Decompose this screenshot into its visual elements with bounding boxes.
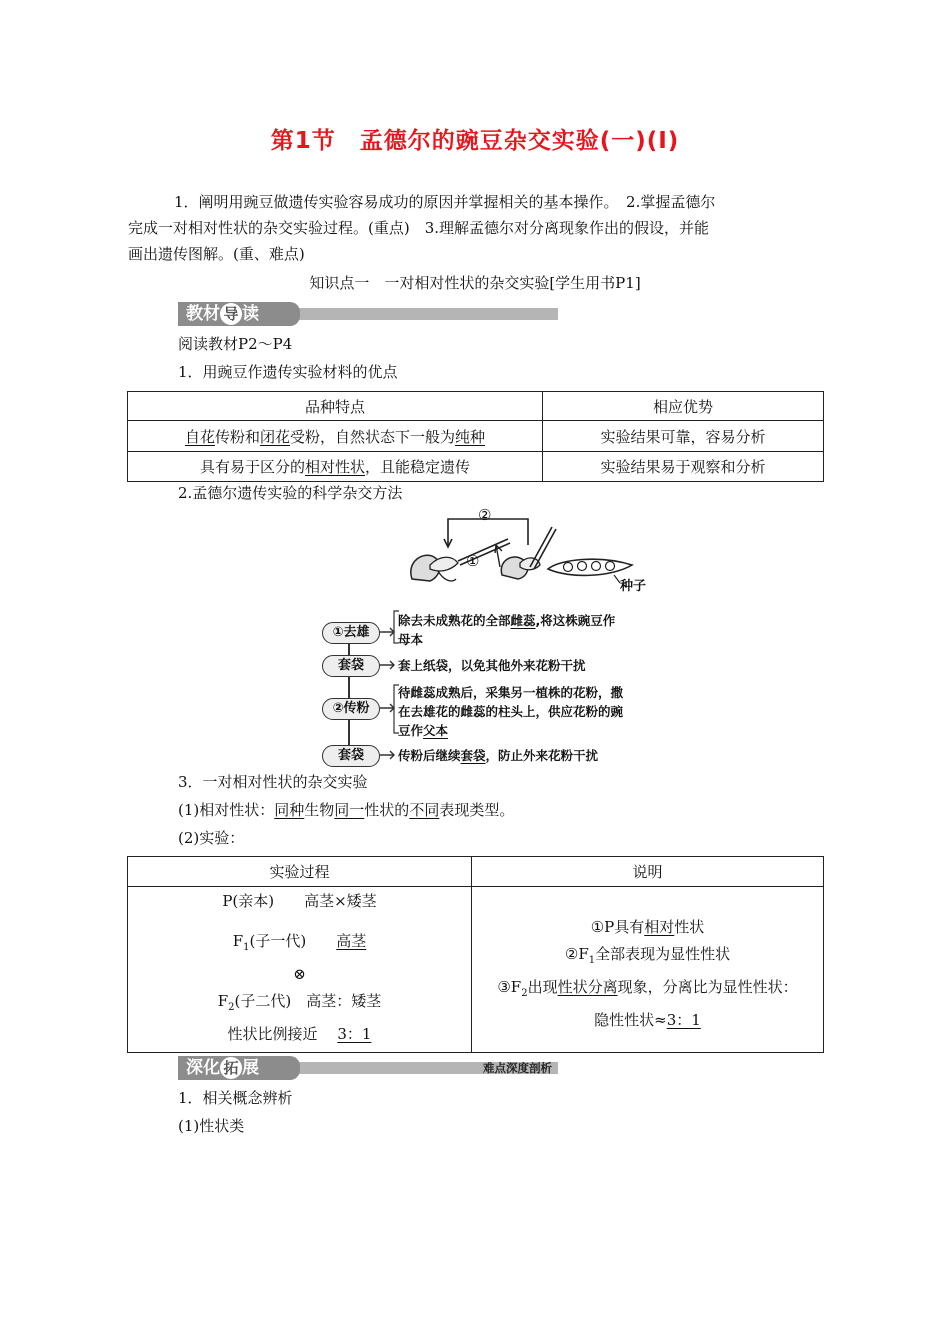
banner-label [178, 302, 300, 326]
flow-desc-text: 在去雄花的雌蕊的柱头上，供应花粉的豌 [398, 704, 624, 719]
advantages-table [127, 391, 824, 482]
note-text: 全部表现为显性性状 [595, 945, 731, 963]
table-header: 品种特点 [128, 392, 543, 421]
table-cell [128, 452, 543, 482]
banner-label-pre: 教材 [186, 304, 220, 324]
self-cross-symbol: ⊗ [293, 965, 306, 983]
knowledge-point-heading: 知识点一 一对相对性状的杂交实验[学生用书P1] [309, 274, 641, 292]
objective-line: 1．阐明用豌豆做遗传实验容易成功的原因并掌握相关的基本操作。 2.掌握孟德尔 [174, 193, 716, 211]
table-cell [128, 421, 543, 452]
page-title: 第1节 孟德尔的豌豆杂交实验(一)(Ⅰ) [270, 128, 680, 154]
flow-step-pollinate: ②传粉 [322, 698, 380, 720]
flow-desc-text: 传粉后继续 [398, 748, 461, 763]
seed-label: 种子 [620, 579, 647, 594]
table-cell: 实验结果可靠，容易分析 [543, 421, 824, 452]
flow-desc-text: 套上纸袋，以免其他外来花粉干扰 [398, 658, 586, 673]
flow-desc-text: 豆作 [398, 723, 424, 738]
underlined-term: 相对 [644, 918, 675, 936]
underlined-term: 雌蕊 [510, 613, 536, 628]
cell-text: 受粉，自然状态下一般为 [290, 427, 456, 446]
step-mark-2: ② [478, 506, 492, 524]
flow-desc-text: ,将这株豌豆作 [535, 613, 616, 628]
flow-step-bag: 套袋 [322, 745, 380, 767]
table-cell: 实验结果易于观察和分析 [543, 452, 824, 482]
underlined-term: 闭花 [259, 427, 290, 446]
flow-desc [398, 746, 688, 765]
flow-desc-text: 待雌蕊成熟后，采集另一植株的花粉，撒 [398, 685, 624, 700]
f-sub: 1 [243, 942, 250, 953]
step-mark-1: ① [466, 552, 480, 570]
flow-step-bag: 套袋 [322, 655, 380, 677]
objective-line: 画出遗传图解。(重、难点) [128, 245, 305, 263]
table-header: 实验过程 [128, 857, 472, 887]
flow-connector [348, 633, 350, 745]
item-heading: 1．相关概念辨析 [178, 1089, 293, 1107]
note-text: ②F [564, 945, 589, 963]
section-banner-extension [178, 1056, 558, 1078]
note-text: 现象，分离比为显性性状： [617, 978, 798, 996]
underlined-term: 套袋 [460, 748, 486, 763]
notes-cell [472, 887, 824, 1053]
f-sub: 2 [228, 1002, 235, 1013]
cell-text: 具有易于区分的 [199, 458, 305, 476]
banner-label-pre: 深化 [186, 1058, 220, 1078]
flow-chart [300, 605, 680, 765]
objective-line: 完成一对相对性状的杂交实验过程。(重点) 3.理解孟德尔对分离现象作出的假设，并能 [128, 219, 710, 237]
underlined-term: 不同 [409, 801, 440, 819]
underlined-term: 相对性状 [304, 458, 365, 476]
def-text: 生物 [304, 801, 335, 819]
flow-desc-text: ，防止外来花粉干扰 [485, 748, 599, 763]
f-label: F [217, 992, 229, 1010]
def-text: (1)相对性状： [178, 801, 275, 819]
banner-circle: 导 [220, 303, 242, 325]
hybridization-illustration [400, 505, 640, 595]
item-heading: 2.孟德尔遗传实验的科学杂交方法 [178, 484, 403, 502]
note-line [472, 974, 823, 1007]
banner-label-post: 读 [242, 304, 259, 324]
flow-desc-text: 母本 [398, 632, 424, 647]
experiment-table [127, 856, 824, 1053]
read-range: 阅读教材P2～P4 [178, 335, 293, 353]
underlined-term: 同一 [334, 801, 365, 819]
table-header: 相应优势 [543, 392, 824, 421]
f-label: F [232, 932, 244, 950]
process-p: P(亲本) 高茎×矮茎 [222, 892, 377, 910]
item-subheading: (1)性状类 [178, 1117, 245, 1135]
process-f1 [128, 928, 471, 961]
experiment-label: (2)实验： [178, 829, 245, 847]
flow-desc [398, 683, 688, 740]
process-ratio [128, 1021, 471, 1048]
process-cell [128, 887, 472, 1053]
objectives [128, 189, 810, 267]
underlined-term: 高茎 [336, 932, 367, 950]
underlined-term: 同种 [274, 801, 305, 819]
relative-traits-definition [178, 797, 514, 823]
process-f2 [128, 988, 471, 1021]
def-text: 性状的 [364, 801, 410, 819]
underlined-term: 性状分离 [557, 978, 618, 996]
underlined-term: 3：1 [666, 1011, 701, 1029]
table-header: 说明 [472, 857, 824, 887]
flow-step-emasculate: ①去雄 [322, 622, 380, 644]
flow-desc [398, 611, 688, 649]
flow-desc-text: 除去未成熟花的全部 [398, 613, 511, 628]
item-heading: 1．用豌豆作遗传实验材料的优点 [178, 363, 398, 381]
note-text: ③F [497, 978, 522, 996]
note-text: 隐性性状≈ [594, 1011, 667, 1029]
f-sub: 1 [588, 955, 596, 966]
section-banner-textbook [178, 302, 558, 324]
note-text: 性状 [674, 918, 705, 936]
underlined-term: 纯种 [455, 427, 486, 446]
cell-text: 传粉和 [214, 427, 260, 446]
ratio-label: 性状比例接近 [227, 1025, 318, 1043]
note-line [472, 1007, 823, 1034]
banner-label-post: 展 [242, 1058, 259, 1078]
banner-label [178, 1056, 300, 1080]
underlined-term: 父本 [423, 723, 449, 738]
f-sub: 2 [521, 988, 528, 999]
note-text: 出现 [527, 978, 558, 996]
underlined-term: 自花 [184, 427, 215, 446]
underlined-term: 3：1 [337, 1025, 372, 1043]
f-label: (子二代) 高茎：矮茎 [234, 992, 382, 1010]
note-line [472, 914, 823, 941]
note-text: ①P具有 [590, 918, 645, 936]
def-text: 表现类型。 [439, 801, 515, 819]
cell-text: ，且能稳定遗传 [365, 458, 471, 476]
item-heading: 3．一对相对性状的杂交实验 [178, 773, 368, 791]
note-line [472, 941, 823, 974]
banner-subtitle: 难点深度剖析 [483, 1061, 552, 1075]
f-label: (子一代) [249, 932, 307, 950]
banner-circle: 拓 [220, 1057, 242, 1079]
flow-desc [398, 656, 688, 675]
flower-icon-left [411, 555, 458, 581]
